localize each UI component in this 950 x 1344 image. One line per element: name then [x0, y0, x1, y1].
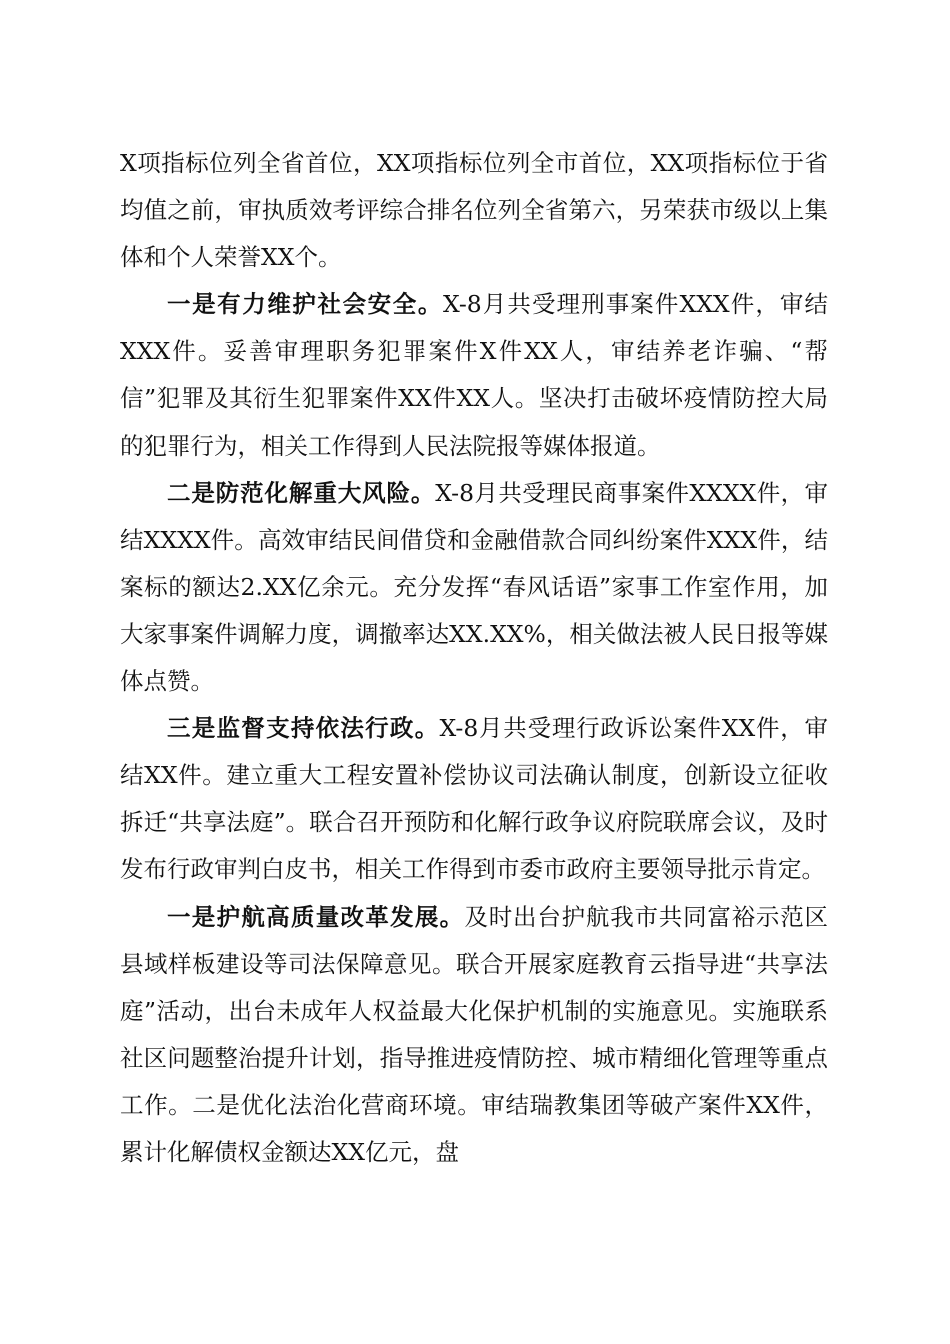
- paragraph-4-heading: 三是监督支持依法行政。: [167, 714, 440, 743]
- paragraph-4: [120, 705, 828, 893]
- paragraph-4-body: X-8月共受理行政诉讼案件XX件，审结XX件。建立重大工程安置补偿协议司法确认制度，创新设立征收拆迁“共享法庭”。联合召开预防和化解行政争议府院联席会议，及时发布行政审判白皮书，相关工作得到市委市政府主要领导批示肯定。: [120, 714, 829, 884]
- paragraph-5-heading: 一是护航高质量改革发展。: [167, 902, 465, 931]
- paragraph-3-heading: 二是防范化解重大风险。: [167, 478, 436, 507]
- paragraph-2-heading: 一是有力维护社会安全。: [167, 290, 443, 319]
- paragraph-3-body: X-8月共受理民商事案件XXXX件，审结XXXX件。高效审结民间借贷和金融借款合同纠纷案件XXX件，结案标的额达2.XX亿余元。充分发挥“春风话语”家事工作室作用，加大家事案件调解力度，调撤率达XX.XX%，相关做法被人民日报等媒体点赞。: [120, 478, 828, 696]
- paragraph-1-body: X项指标位列全省首位，XX项指标位列全市首位，XX项指标位于省均值之前，审执质效考评综合排名位列全省第六，另荣获市级以上集体和个人荣誉XX个。: [120, 149, 828, 272]
- paragraph-1: [120, 140, 828, 281]
- paragraph-2-body: X-8月共受理刑事案件XXX件，审结XXX件。妥善审理职务犯罪案件X件XX人，审结养老诈骗、“帮信”犯罪及其衍生犯罪案件XX件XX人。坚决打击破坏疫情防控大局的犯罪行为，相关工作得到人民法院报等媒体报道。: [120, 290, 829, 460]
- paragraph-2: [120, 281, 828, 469]
- paragraph-3: [120, 470, 828, 705]
- document-body: [120, 140, 828, 1176]
- paragraph-5: [120, 894, 828, 1177]
- paragraph-5-body: 及时出台护航我市共同富裕示范区县域样板建设等司法保障意见。联合开展家庭教育云指导进“共享法庭”活动，出台未成年人权益最大化保护机制的实施意见。实施联系社区问题整治提升计划，指导推进疫情防控、城市精细化管理等重点工作。二是优化法治化营商环境。审结瑞教集团等破产案件XX件，累计化解债权金额达XX亿元，盘: [120, 902, 829, 1166]
